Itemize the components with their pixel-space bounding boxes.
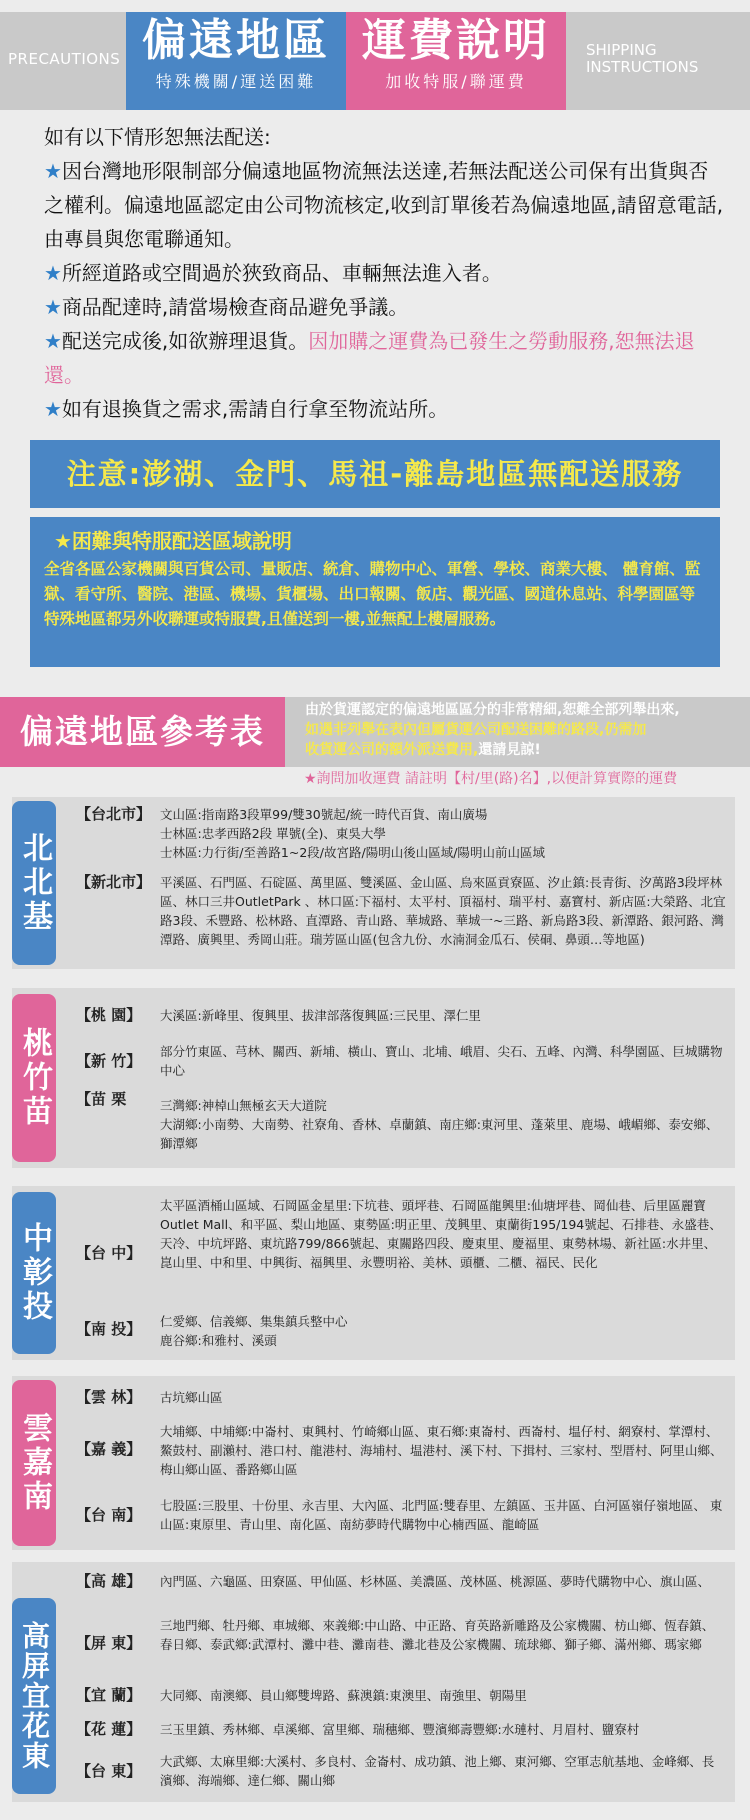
city-detail: 大同鄉、南澳鄉、員山鄉雙埤路、蘇澳鎮:東澳里、南強里、朝陽里: [160, 1688, 527, 1703]
city-detail: 內門區、六龜區、田寮區、甲仙區、杉林區、美濃區、茂林區、桃源區、夢時代購物中心、旗山區、: [160, 1574, 711, 1589]
star-icon: ★: [44, 295, 62, 319]
region-block-taozhumiao: [12, 988, 735, 1168]
city-name: 【花 蓮】: [76, 1720, 142, 1738]
city-row: [76, 1388, 726, 1407]
city-row: [76, 1496, 726, 1534]
city-name: 【雲 林】: [76, 1388, 142, 1406]
precautions-intro: 如有以下情形恕無法配送:: [44, 125, 271, 149]
city-detail: 七股區:三股里、十份里、永吉里、大內區、北門區:雙春里、左鎮區、玉井區、白河區嶺仔嶺地區、 東山區:東原里、青山里、南化區、南紡夢時代購物中心楠西區、龍崎區: [160, 1498, 723, 1532]
city-name: 【台 中】: [76, 1244, 142, 1262]
precaution-item: ★因台灣地形限制部分偏遠地區物流無法送達,若無法配送公司保有出貨與否之權利。偏遠地區認定由公司物流核定,收到訂單後若為偏遠地區,請留意電話,由專員與您電聯通知。: [44, 159, 724, 251]
city-detail: 三玉里鎮、秀林鄉、卓溪鄉、富里鄉、瑞穗鄉、豐濱鄉壽豐鄉:水璉村、月眉村、鹽寮村: [160, 1722, 640, 1737]
city-name: 【新 竹】: [76, 1052, 142, 1070]
city-row: [76, 1042, 726, 1080]
header-banner: [0, 12, 750, 110]
reference-description: 由於貨運認定的偏遠地區區分的非常精細,恕難全部列舉出來, 如遇非列舉在表內但屬貨運公司配送困難的路段,仍需加 收貨運公司的額外派送費用,還請見諒!: [285, 697, 750, 767]
city-detail: 三灣鄉:神棹山無極玄天大道院 大湖鄉:小南勢、大南勢、社寮角、香林、卓蘭鎮、南庄鄉:東河里、蓬萊里、鹿場、峨嵋鄉、泰安鄉、獅潭鄉: [160, 1098, 719, 1151]
difficult-areas-box: [30, 517, 720, 667]
shipping-label-line1: SHIPPING: [586, 41, 657, 59]
city-row: [76, 1090, 726, 1153]
city-row: [76, 1312, 726, 1350]
precaution-item: ★所經道路或空間過於狹致商品、車輛無法進入者。: [44, 261, 502, 285]
island-notice-banner: 注意:澎湖、金門、馬祖-離島地區無配送服務: [30, 440, 720, 508]
star-icon: ★: [44, 329, 62, 353]
city-detail: 文山區:指南路3段單99/雙30號起/統一時代百貨、南山廣場 士林區:忠孝西路2段 單號(全)、東吳大學 士林區:力行街/至善路1~2段/故宮路/陽明山後山區域/陽明山前山區域: [160, 807, 545, 860]
precautions-list: [44, 120, 724, 426]
city-detail: 古坑鄉山區: [160, 1390, 223, 1405]
city-detail: 部分竹東區、芎林、關西、新埔、橫山、寶山、北埔、峨眉、尖石、五峰、內灣、科學園區、巨城購物中心: [160, 1044, 723, 1078]
city-name: 【宜 蘭】: [76, 1686, 142, 1704]
precaution-item: ★如有退換貨之需求,需請自行拿至物流站所。: [44, 397, 449, 421]
city-detail: 太平區酒桶山區域、石岡區金星里:下坑巷、頭坪巷、石岡區龍興里:仙塘坪巷、岡仙巷、后里區麗寶Outlet Mall、和平區、梨山地區、東勢區:明正里、茂興里、東蘭街195/194號起、石排巷、永盛巷、天冷、中坑坪路、東坑路799/866號起、東關路四段、慶東里、慶福里、東勢林場、新社區:水井里、崑山里、中和里、中興街、福興里、永豐明裕、美林、頭櫃、二櫃、福民、民化: [160, 1198, 722, 1270]
region-block-south-east: [12, 1562, 735, 1802]
remote-area-block: [126, 12, 346, 110]
star-icon: ★: [44, 397, 62, 421]
city-row: [76, 873, 726, 949]
remote-area-subtitle: 特殊機關/運送困難: [155, 72, 317, 91]
region-block-central: [12, 1186, 735, 1360]
city-row: [76, 1196, 726, 1272]
region-block-yunjianan: [12, 1376, 735, 1550]
precautions-label: PRECAUTIONS: [8, 50, 121, 68]
difficult-areas-title: ★困難與特服配送區域說明: [54, 529, 292, 553]
city-name: 【新北市】: [76, 873, 152, 891]
city-name: 【台北市】: [76, 805, 152, 823]
city-row: [76, 1616, 726, 1654]
city-name: 【屏 東】: [76, 1634, 142, 1652]
star-icon: ★: [44, 159, 62, 183]
city-name: 【苗 栗: [76, 1090, 127, 1108]
city-name: 【台 南】: [76, 1506, 142, 1524]
shipping-instructions-label: [586, 42, 698, 76]
city-name: 【嘉 義】: [76, 1440, 142, 1458]
region-badge: 桃竹苗: [12, 994, 56, 1162]
shipping-fee-subtitle: 加收特服/聯運費: [385, 72, 527, 91]
precaution-item: ★商品配達時,請當場檢查商品避免爭議。: [44, 295, 409, 319]
shipping-fee-title: 運費說明: [362, 15, 550, 66]
reference-table-title: 偏遠地區參考表: [0, 697, 285, 767]
city-name: 【桃 園】: [76, 1006, 142, 1024]
city-row: [76, 1686, 726, 1705]
city-detail: 仁愛鄉、信義鄉、集集鎮兵整中心 鹿谷鄉:和雅村、溪頭: [160, 1314, 348, 1348]
city-name: 【台 東】: [76, 1762, 142, 1780]
city-row: [76, 1572, 726, 1591]
star-icon: ★: [44, 261, 62, 285]
remote-area-title: 偏遠地區: [142, 15, 330, 66]
city-detail: 三地門鄉、牡丹鄉、車城鄉、來義鄉:中山路、中正路、育英路新雕路及公家機關、枋山鄉、恆春鎮、春日鄉、泰武鄉:武潭村、灘中巷、灘南巷、灘北巷及公家機關、琉球鄉、獅子鄉、滿州鄉、瑪家鄉: [160, 1618, 715, 1652]
difficult-areas-body: 全省各區公家機關與百貨公司、量販店、統倉、購物中心、軍營、學校、商業大樓、 體育館、監獄、看守所、醫院、港區、機場、貨櫃場、出口報關、飯店、觀光區、國道休息站、科學園區等特殊地區都另外收聯運或特服費,且僅送到一樓,並無配上樓層服務。: [44, 560, 701, 628]
region-block-north: [12, 797, 735, 969]
city-name: 【高 雄】: [76, 1572, 142, 1590]
no-refund-note: 因加購之運費為已發生之勞動服務,恕無法退還: [44, 329, 695, 387]
region-badge: 北北基: [12, 801, 56, 965]
city-name: 【南 投】: [76, 1320, 142, 1338]
shipping-label-line2: INSTRUCTIONS: [586, 58, 699, 76]
city-detail: 大武鄉、太麻里鄉:大溪村、多良村、金崙村、成功鎮、池上鄉、東河鄉、空軍志航基地、金峰鄉、長濱鄉、海端鄉、達仁鄉、關山鄉: [160, 1754, 715, 1788]
region-badge: 中彰投: [12, 1192, 56, 1354]
shipping-fee-block: [346, 12, 566, 110]
city-row: [76, 1006, 726, 1025]
city-detail: 大溪區:新峰里、復興里、拔津部落復興區:三民里、澤仁里: [160, 1008, 481, 1023]
city-row: [76, 1752, 726, 1790]
reference-note: ★詢問加收運費 請註明【村/里(路)名】,以便計算實際的運費: [304, 771, 678, 787]
city-row: [76, 1720, 726, 1739]
city-detail: 大埔鄉、中埔鄉:中崙村、東興村、竹崎鄉山區、東石鄉:東崙村、西崙村、塭仔村、網寮村、掌潭村、鰲鼓村、副瀨村、港口村、龍港村、海埔村、塭港村、溪下村、下揖村、三家村、型厝村、阿里山鄉、梅山鄉山區、番路鄉山區: [160, 1424, 723, 1477]
region-badge: 高屏宜花東: [12, 1598, 56, 1794]
region-badge: 雲嘉南: [12, 1380, 56, 1546]
city-row: [76, 805, 726, 862]
city-row: [76, 1422, 726, 1479]
city-detail: 平溪區、石門區、石碇區、萬里區、雙溪區、金山區、烏來區貢寮區、汐止鎮:長青街、汐萬路3段坪林區、林口三井OutletPark 、林口區:下福村、太平村、頂福村、瑞平村、嘉寶村、新店區:大榮路、北宜路3段、禾豐路、松林路、直潭路、青山路、華城路、華城一~三路、新烏路3段、新潭路、銀河路、灣潭路、廣興里、秀岡山莊。瑞芳區山區(包含九份、水湳洞金瓜石、侯硐、鼻頭…等地區): [160, 875, 726, 947]
precaution-item: ★配送完成後,如欲辦理退貨。因加購之運費為已發生之勞動服務,恕無法退還。: [44, 329, 695, 387]
